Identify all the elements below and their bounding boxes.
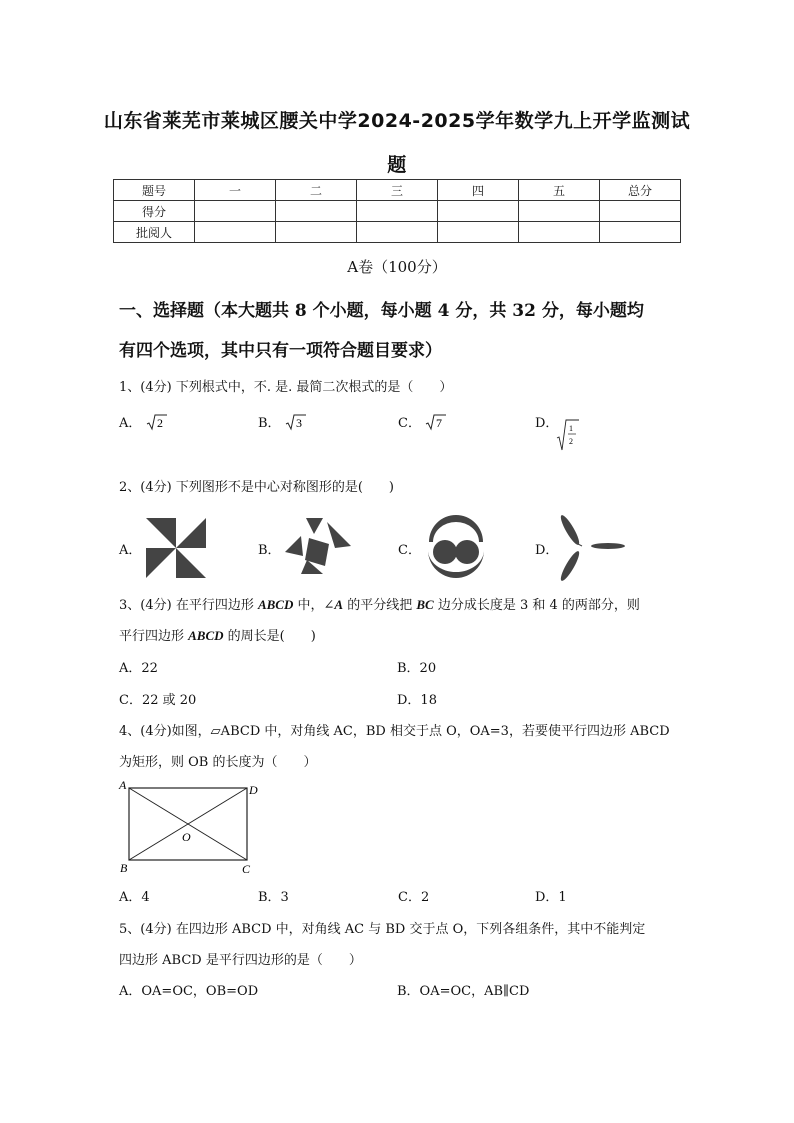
doc-title-line1: 山东省莱芜市莱城区腰关中学2024-2025学年数学九上开学监测试 [103,110,691,132]
score-cell [519,201,600,222]
q2-option-b-label: B． [258,543,281,558]
radicand-text: 7 [436,415,443,430]
question-2-stem: 2、(4分) 下列图形不是中心对称图形的是( ) [119,480,394,495]
question-1-stem: 1、(4分) 下列根式中，不. 是. 最简二次根式的是（ ） [119,380,453,395]
score-header-cell: 四 [438,180,519,201]
option-label: B． [258,416,281,431]
radicand-text: 2 [156,415,163,430]
score-header-cell: 总分 [600,180,681,201]
score-cell [600,201,681,222]
q3-option-d: D．18 [397,693,437,708]
reviewer-cell [195,222,276,243]
score-header-cell: 五 [519,180,600,201]
score-table-header-row [114,180,681,201]
score-header-cell: 题号 [114,180,195,201]
score-row [114,201,681,222]
score-cell [438,201,519,222]
score-cell [195,201,276,222]
q3-text: 平行四边形 [119,629,189,644]
q3-text: 中， [293,598,324,613]
sqrt-2 [146,413,168,435]
fraction-numerator: 1 [569,424,573,433]
score-header-cell: 一 [195,180,276,201]
sqrt-3 [285,413,307,435]
reviewer-cell [276,222,357,243]
reviewer-row [114,222,681,243]
q2-option-c-label: C． [398,543,421,558]
score-header-cell: 三 [357,180,438,201]
vertex-label-d: D [249,783,258,797]
question-3-stem-line2 [119,625,316,644]
rectangle-diagram [117,778,265,876]
sqrt-fraction-icon [556,418,580,452]
question-4-stem-line2: 为矩形，则 OB 的长度为（ ） [119,755,317,770]
q5-option-b: B．OA=OC，AB∥CD [397,984,530,999]
score-table [113,179,681,243]
fraction-denominator: 2 [569,437,573,446]
q4-option-c: C．2 [398,890,430,905]
q1-option-b [258,412,307,435]
option-label: C． [398,416,421,431]
sqrt-7 [425,413,447,435]
q3-option-b: B．20 [397,661,437,676]
yin-yang-figure-icon [421,512,491,582]
q3-var-abcd: ABCD [188,628,224,643]
q5-option-a: A．OA=OC，OB=OD [119,984,259,999]
q3-var-abcd: ABCD [257,597,294,612]
doc-title-line2: 题 [387,154,407,176]
q4-option-b: B．3 [258,890,289,905]
q2-option-a-label: A． [119,543,142,558]
q3-var-bc: BC [416,597,434,612]
option-label: A． [119,416,142,431]
reviewer-cell [357,222,438,243]
triangle-square-figure-icon [283,516,353,578]
reviewer-cell [438,222,519,243]
center-label-o: O [182,830,191,844]
q3-angle-symbol: ∠ [323,598,335,613]
question-5-stem-line2: 四边形 ABCD 是平行四边形的是（ ） [119,953,362,968]
question-3-stem-line1 [119,594,640,613]
q2-option-d-label: D． [535,543,559,558]
sqrt-symbol-icon [285,413,307,431]
q3-option-a: A．22 [119,661,158,676]
reviewer-cell [519,222,600,243]
q3-text: 的周长是( ) [223,629,316,644]
q3-option-c: C．22 或 20 [119,693,197,708]
q1-option-c [398,412,447,435]
q3-var-a: A [334,597,344,612]
q4-option-a: A．4 [119,890,150,905]
score-cell [357,201,438,222]
section-heading-line2: 有四个选项，其中只有一项符合题目要求） [119,341,442,361]
option-label: D． [535,416,559,431]
question-4-stem-line1: 4、(4分)如图，▱ABCD 中，对角线 AC，BD 相交于点 O，OA=3，若要使平行四边形 ABCD [119,724,670,739]
three-blade-figure-icon [558,508,630,584]
sqrt-symbol-icon [425,413,447,431]
vertex-label-c: C [242,862,251,876]
radicand-text: 3 [295,415,302,430]
reviewer-row-label: 批阅人 [114,222,195,243]
question-5-stem-line1: 5、(4分) 在四边形 ABCD 中，对角线 AC 与 BD 交于点 O，下列各组条件，其中不能判定 [119,922,646,937]
reviewer-cell [600,222,681,243]
q3-text: 的平分线把 [343,598,417,613]
vertex-label-b: B [120,861,128,875]
q3-text: 3、(4分) 在平行四边形 [119,598,258,613]
q1-option-d [535,412,558,431]
q1-option-a [119,412,168,435]
score-row-label: 得分 [114,201,195,222]
section-heading-line1: 一、选择题（本大题共 8 个小题，每小题 4 分，共 32 分，每小题均 [119,301,644,321]
score-header-cell: 二 [276,180,357,201]
volume-heading: A卷（100分） [347,258,447,276]
q4-option-d: D．1 [535,890,567,905]
vertex-label-a: A [119,778,127,792]
score-cell [276,201,357,222]
pinwheel-figure-icon [146,518,206,578]
q3-text: 边分成长度是 3 和 4 的两部分，则 [433,598,640,613]
sqrt-symbol-icon [146,413,168,431]
